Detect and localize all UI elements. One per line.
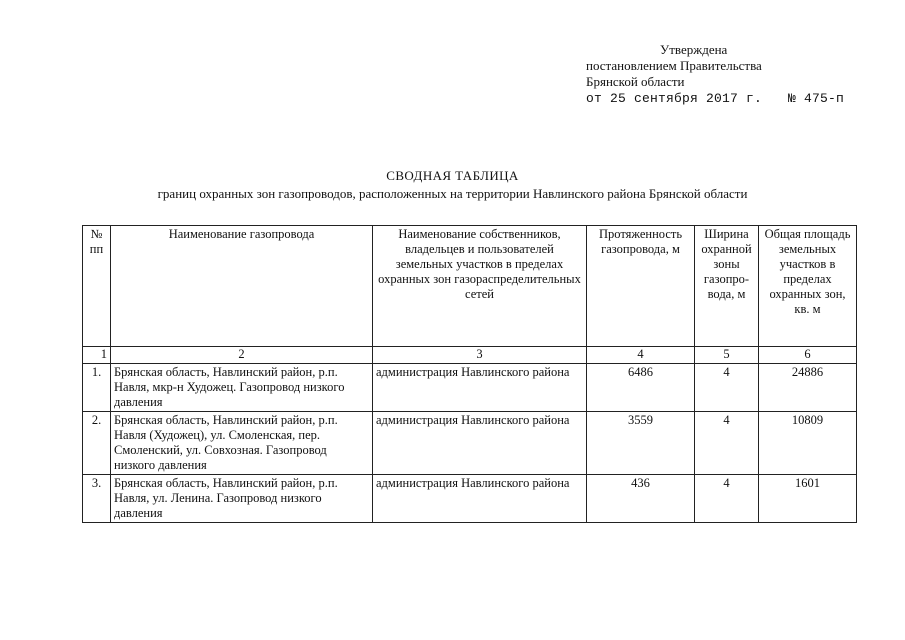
header-width: Ширина охранной зоны газопро-вода, м bbox=[695, 226, 759, 347]
header-name: Наименование газопровода bbox=[111, 226, 373, 347]
row-number: 2. bbox=[83, 412, 111, 475]
approval-block bbox=[586, 42, 844, 107]
zone-width: 4 bbox=[695, 364, 759, 412]
column-number: 5 bbox=[695, 347, 759, 364]
zone-width: 4 bbox=[695, 475, 759, 523]
column-number: 1 bbox=[83, 347, 111, 364]
pipeline-length: 436 bbox=[587, 475, 695, 523]
table-row bbox=[83, 412, 857, 475]
document-title: СВОДНАЯ ТАБЛИЦА bbox=[386, 168, 519, 183]
approval-number: № 475-п bbox=[788, 91, 845, 106]
owner-name: администрация Навлинского района bbox=[373, 364, 587, 412]
owner-name: администрация Навлинского района bbox=[373, 475, 587, 523]
column-number: 6 bbox=[759, 347, 857, 364]
approval-date-line bbox=[586, 90, 844, 107]
approval-date: от 25 сентября 2017 г. bbox=[586, 91, 763, 106]
approval-resolution: постановлением Правительства bbox=[586, 58, 762, 73]
pipeline-name: Брянская область, Навлинский район, р.п. Навля, ул. Ленина. Газопровод низкого давления bbox=[111, 475, 373, 523]
approval-heading: Утверждена bbox=[660, 42, 728, 57]
header-length: Протяженность газопровода, м bbox=[587, 226, 695, 347]
header-no: № пп bbox=[83, 226, 111, 347]
table-row bbox=[83, 364, 857, 412]
column-number: 4 bbox=[587, 347, 695, 364]
zone-area: 10809 bbox=[759, 412, 857, 475]
pipeline-length: 3559 bbox=[587, 412, 695, 475]
header-area: Общая площадь земельных участков в пределах охранных зон, кв. м bbox=[759, 226, 857, 347]
row-number: 3. bbox=[83, 475, 111, 523]
column-number-row bbox=[83, 347, 857, 364]
summary-table bbox=[82, 225, 857, 523]
header-owners: Наименование собственников, владельцев и пользователей земельных участков в пределах охранных зон газораспределительных сетей bbox=[373, 226, 587, 347]
zone-area: 24886 bbox=[759, 364, 857, 412]
zone-area: 1601 bbox=[759, 475, 857, 523]
table-row bbox=[83, 475, 857, 523]
zone-width: 4 bbox=[695, 412, 759, 475]
pipeline-name: Брянская область, Навлинский район, р.п. Навля (Художец), ул. Смоленская, пер. Смоленский, ул. Совхозная. Газопровод низкого давления bbox=[111, 412, 373, 475]
pipeline-name: Брянская область, Навлинский район, р.п. Навля, мкр-н Художец. Газопровод низкого давления bbox=[111, 364, 373, 412]
table-header-row bbox=[83, 226, 857, 347]
row-number: 1. bbox=[83, 364, 111, 412]
column-number: 2 bbox=[111, 347, 373, 364]
approval-region: Брянской области bbox=[586, 74, 685, 89]
owner-name: администрация Навлинского района bbox=[373, 412, 587, 475]
pipeline-length: 6486 bbox=[587, 364, 695, 412]
document-subtitle: границ охранных зон газопроводов, расположенных на территории Навлинского района Брянской области bbox=[157, 186, 748, 201]
column-number: 3 bbox=[373, 347, 587, 364]
